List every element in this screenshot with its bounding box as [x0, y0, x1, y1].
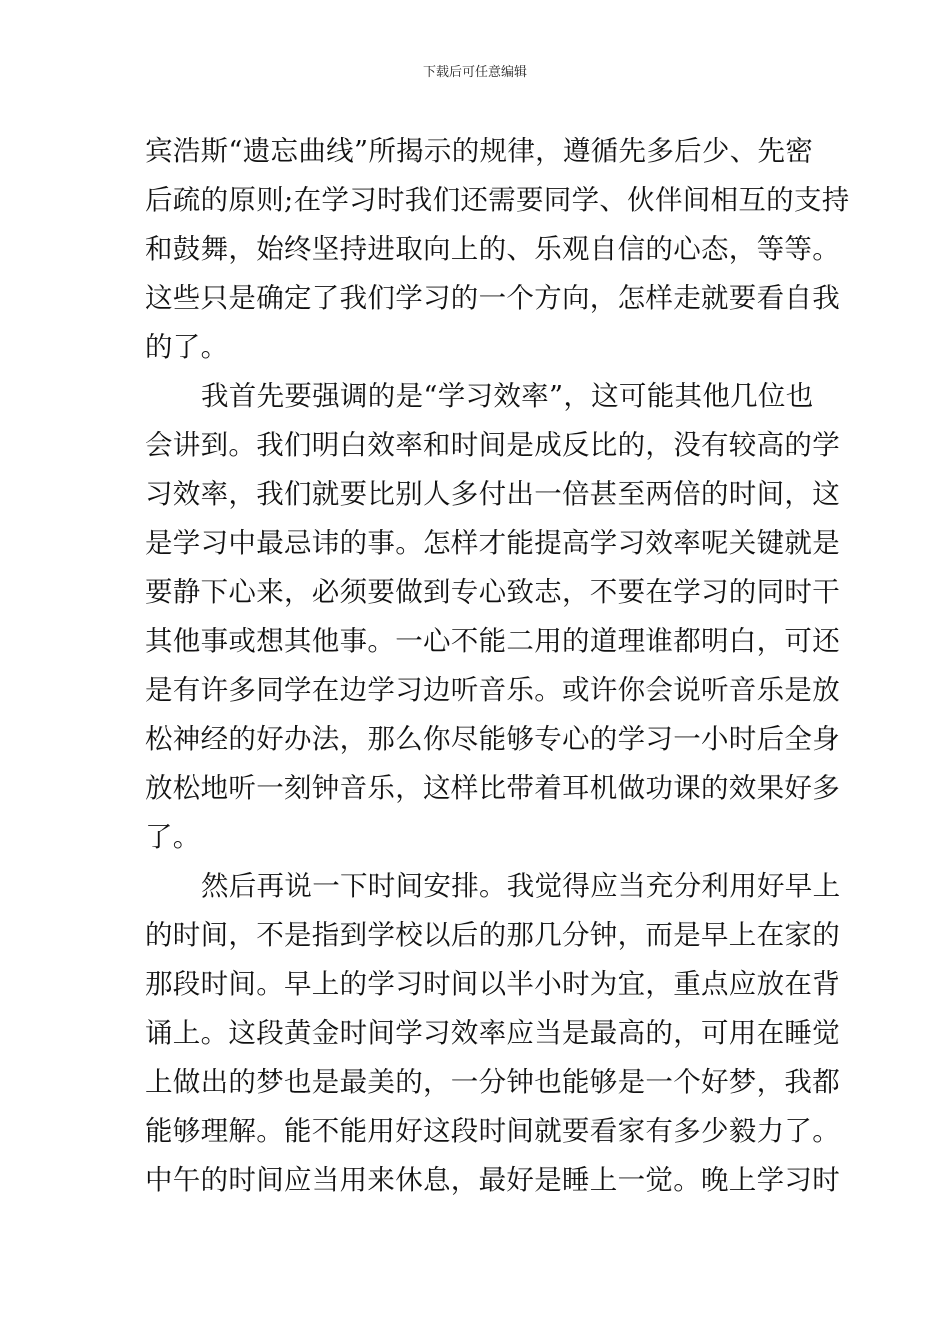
text-line: 是有许多同学在边学习边听音乐。或许你会说听音乐是放 — [145, 674, 840, 706]
text-line: 能够理解。能不能用好这段时间就要看家有多少毅力了。 — [145, 1115, 840, 1147]
text-line: 这些只是确定了我们学习的一个方向，怎样走就要看自我 — [145, 282, 840, 314]
text-line: 是学习中最忌讳的事。怎样才能提高学习效率呢关键就是 — [145, 527, 840, 559]
text-line: 了。 — [145, 821, 201, 853]
text-line: 的时间，不是指到学校以后的那几分钟，而是早上在家的 — [145, 919, 840, 951]
text-line: 放松地听一刻钟音乐，这样比带着耳机做功课的效果好多 — [145, 772, 840, 804]
paragraph-start-line: 然后再说一下时间安排。我觉得应当充分利用好早上 — [201, 870, 841, 902]
text-line: 那段时间。早上的学习时间以半小时为宜，重点应放在背 — [145, 968, 840, 1000]
text-line: 的了。 — [145, 331, 229, 363]
page-header: 下载后可任意编辑 — [422, 65, 527, 80]
text-line: 和鼓舞，始终坚持进取向上的、乐观自信的心态，等等。 — [145, 233, 840, 265]
text-line: 松神经的好办法，那么你尽能够专心的学习一小时后全身 — [145, 723, 840, 755]
paragraph-start-line: 我首先要强调的是“学习效率”，这可能其他几位也 — [201, 380, 814, 412]
text-line: 中午的时间应当用来休息，最好是睡上一觉。晚上学习时 — [145, 1164, 840, 1196]
document-body — [145, 127, 850, 1205]
text-line: 上做出的梦也是最美的，一分钟也能够是一个好梦，我都 — [145, 1066, 840, 1098]
text-line: 宾浩斯“遗忘曲线”所揭示的规律，遵循先多后少、先密 — [145, 135, 814, 167]
text-line: 会讲到。我们明白效率和时间是成反比的，没有较高的学 — [145, 429, 840, 461]
text-line: 其他事或想其他事。一心不能二用的道理谁都明白，可还 — [145, 625, 840, 657]
text-line: 后疏的原则;在学习时我们还需要同学、伙伴间相互的支持 — [145, 184, 850, 216]
text-line: 诵上。这段黄金时间学习效率应当是最高的，可用在睡觉 — [145, 1017, 840, 1049]
text-line: 要静下心来，必须要做到专心致志，不要在学习的同时干 — [145, 576, 840, 608]
text-line: 习效率，我们就要比别人多付出一倍甚至两倍的时间，这 — [145, 478, 840, 510]
